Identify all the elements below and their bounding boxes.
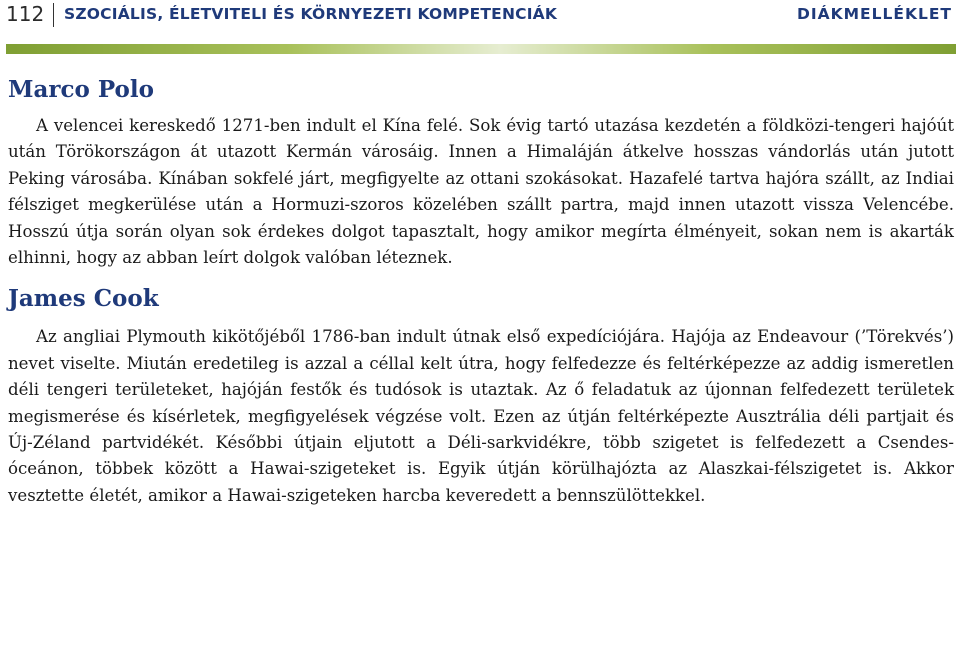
page-header — [0, 0, 960, 32]
section-body-marco-polo: A velencei kereskedő 1271-ben indult el Kína felé. Sok évig tartó utazása kezdetén a földközi-tengeri hajóút után Törökországon át utazott Kermán városáig. Innen a Himaláján átkelve hosszas vándorlás után jutott Peking városába. Kínában sokfelé járt, megfigyelte az ottani szokásokat. Hazafelé tartva hajóra szállt, az Indiai félsziget megkerülése után a Hormuzi-szoros közelében szállt partra, majd innen utazott vissza Velencébe. Hosszú útja során olyan sok érdekes dolgot tapasztalt, hogy amikor megírta élményeit, sokan nem is akarták elhinni, hogy az abban leírt dolgok valóban léteznek. — [8, 116, 954, 268]
section-body-james-cook: Az angliai Plymouth kikötőjéből 1786-ban indult útnak első expedíciójára. Hajója az Endeavour (’Törekvés’) nevet viselte. Miután eredetileg is azzal a céllal kelt útra, hogy felfedezze és feltérképezze az addig ismeretlen déli tengeri területeket, hajóján festők és tudósok is utaztak. Az ő feladatuk az újonnan felfedezett területek megismerése és kísérletek, megfigyelések végzése volt. Ezen az útján feltérképezte Ausztrália déli partjait és Új-Zéland partvidékét. Későbbi útjain eljutott a Déli-sarkvidékre, több szigetet is felfedezett a Csendes-óceánon, többek között a Hawai-szigeteket is. Egyik útján körülhajózta az Alaszkai-félszigetet is. Akkor vesztette életét, amikor a Hawai-szigeteken harcba keveredett a bennszülöttekkel. — [8, 327, 954, 505]
document-body — [8, 70, 954, 509]
header-rule — [6, 44, 956, 54]
page-number: 112 — [6, 2, 45, 26]
section-heading-marco-polo: Marco Polo — [8, 76, 154, 103]
header-section-label: DIÁKMELLÉKLET — [796, 5, 952, 23]
section-heading-james-cook: James Cook — [8, 285, 159, 313]
header-title: SZOCIÁLIS, ÉLETVITELI ÉS KÖRNYEZETI KOMPETENCIÁK — [64, 5, 558, 23]
header-separator — [53, 3, 54, 27]
